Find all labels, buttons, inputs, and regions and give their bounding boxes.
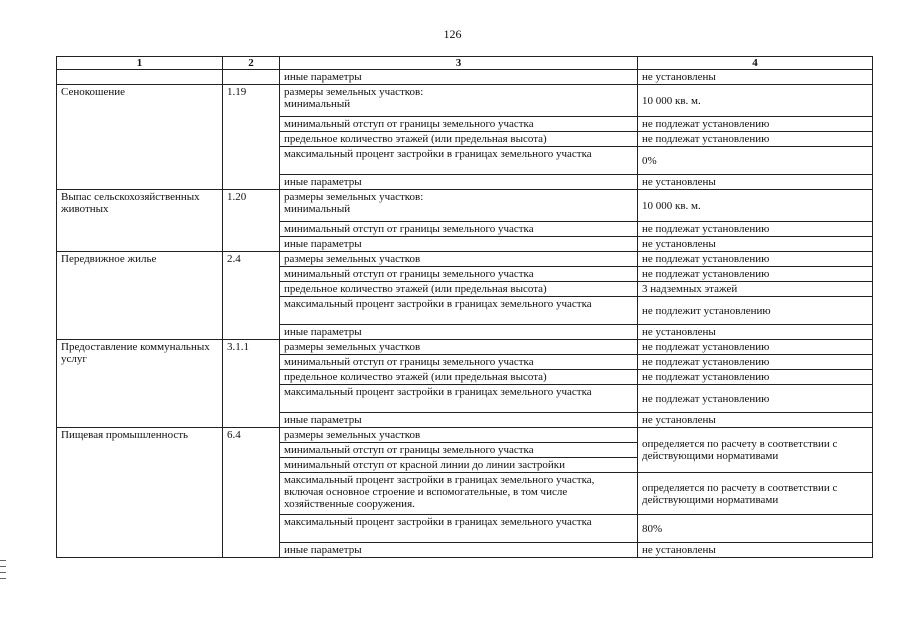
parameter-cell: размеры земельных участков [280, 428, 638, 443]
value-cell: определяется по расчету в соответствии с действующими нормативами [638, 473, 873, 515]
table-header-row [57, 57, 873, 70]
value-cell: не подлежат установлению [638, 370, 873, 385]
value-cell: не подлежит установлению [638, 297, 873, 325]
parameter-line: минимальный [284, 98, 351, 110]
parameter-cell [280, 85, 638, 117]
parameter-cell: максимальный процент застройки в границах земельного участка [280, 147, 638, 175]
parameter-cell: минимальный отступ от границы земельного участка [280, 443, 638, 458]
header-col-3: 3 [280, 57, 638, 70]
table-row [57, 340, 873, 355]
parameter-cell: максимальный процент застройки в границах земельного участка [280, 297, 638, 325]
header-col-1: 1 [57, 57, 223, 70]
parameter-cell: минимальный отступ от красной линии до линии застройки [280, 458, 638, 473]
scan-edge-mark [0, 572, 6, 573]
value-cell: не установлены [638, 175, 873, 190]
table-row [57, 70, 873, 85]
use-type-cell: Передвижное жилье [57, 252, 223, 340]
page-number: 126 [443, 27, 462, 41]
table-row [57, 252, 873, 267]
value-cell: не подлежат установлению [638, 385, 873, 413]
parameter-cell: максимальный процент застройки в границах земельного участка, включая основное строение и вспомогательные, в том числе хозяйственные сооружения. [280, 473, 638, 515]
parameter-line: размеры земельных участков: [284, 191, 424, 203]
value-cell: определяется по расчету в соответствии с действующими нормативами [638, 428, 873, 473]
parameter-cell: иные параметры [280, 237, 638, 252]
table-row [57, 85, 873, 117]
scan-edge-mark [0, 578, 6, 579]
parameter-cell: максимальный процент застройки в границах земельного участка [280, 515, 638, 543]
use-code-cell: 1.20 [223, 190, 280, 252]
parameter-cell [280, 190, 638, 222]
value-cell: 80% [638, 515, 873, 543]
value-cell: не подлежат установлению [638, 132, 873, 147]
use-code-cell: 6.4 [223, 428, 280, 558]
use-type-cell: Выпас сельскохозяйственных животных [57, 190, 223, 252]
parameter-cell: иные параметры [280, 413, 638, 428]
table-row [57, 428, 873, 443]
parameter-cell: иные параметры [280, 543, 638, 558]
parameter-line: размеры земельных участков: [284, 86, 424, 98]
value-cell: не установлены [638, 237, 873, 252]
value-cell: 3 надземных этажей [638, 282, 873, 297]
parameter-cell: минимальный отступ от границы земельного участка [280, 355, 638, 370]
value-cell: не установлены [638, 325, 873, 340]
header-col-4: 4 [638, 57, 873, 70]
parameter-cell: предельное количество этажей (или предельная высота) [280, 370, 638, 385]
use-type-cell: Предоставление коммунальных услуг [57, 340, 223, 428]
parameter-cell: размеры земельных участков [280, 252, 638, 267]
parameter-cell: минимальный отступ от границы земельного участка [280, 267, 638, 282]
parameter-cell: максимальный процент застройки в границах земельного участка [280, 385, 638, 413]
parameter-cell: иные параметры [280, 70, 638, 85]
value-cell: не установлены [638, 543, 873, 558]
value-cell: не подлежат установлению [638, 252, 873, 267]
use-code-cell [223, 70, 280, 85]
value-cell: не подлежат установлению [638, 267, 873, 282]
value-cell: не подлежат установлению [638, 340, 873, 355]
header-col-2: 2 [223, 57, 280, 70]
value-cell: не подлежат установлению [638, 222, 873, 237]
value-cell: 10 000 кв. м. [638, 85, 873, 117]
use-code-cell: 3.1.1 [223, 340, 280, 428]
parameter-cell: иные параметры [280, 325, 638, 340]
value-cell: не установлены [638, 70, 873, 85]
scan-edge-mark [0, 560, 6, 561]
use-type-cell: Пищевая промышленность [57, 428, 223, 558]
parameter-cell: иные параметры [280, 175, 638, 190]
use-type-cell [57, 70, 223, 85]
parameter-cell: минимальный отступ от границы земельного участка [280, 222, 638, 237]
parameter-cell: предельное количество этажей (или предельная высота) [280, 282, 638, 297]
parameter-cell: размеры земельных участков [280, 340, 638, 355]
use-type-cell: Сенокошение [57, 85, 223, 190]
scan-edge-mark [0, 566, 6, 567]
value-cell: 10 000 кв. м. [638, 190, 873, 222]
use-code-cell: 1.19 [223, 85, 280, 190]
use-code-cell: 2.4 [223, 252, 280, 340]
value-cell: не подлежат установлению [638, 117, 873, 132]
value-cell: не установлены [638, 413, 873, 428]
parameter-cell: минимальный отступ от границы земельного участка [280, 117, 638, 132]
value-cell: 0% [638, 147, 873, 175]
parameter-cell: предельное количество этажей (или предельная высота) [280, 132, 638, 147]
table-row [57, 190, 873, 222]
parameter-line: минимальный [284, 203, 351, 215]
parameters-table [56, 56, 873, 558]
value-cell: не подлежат установлению [638, 355, 873, 370]
